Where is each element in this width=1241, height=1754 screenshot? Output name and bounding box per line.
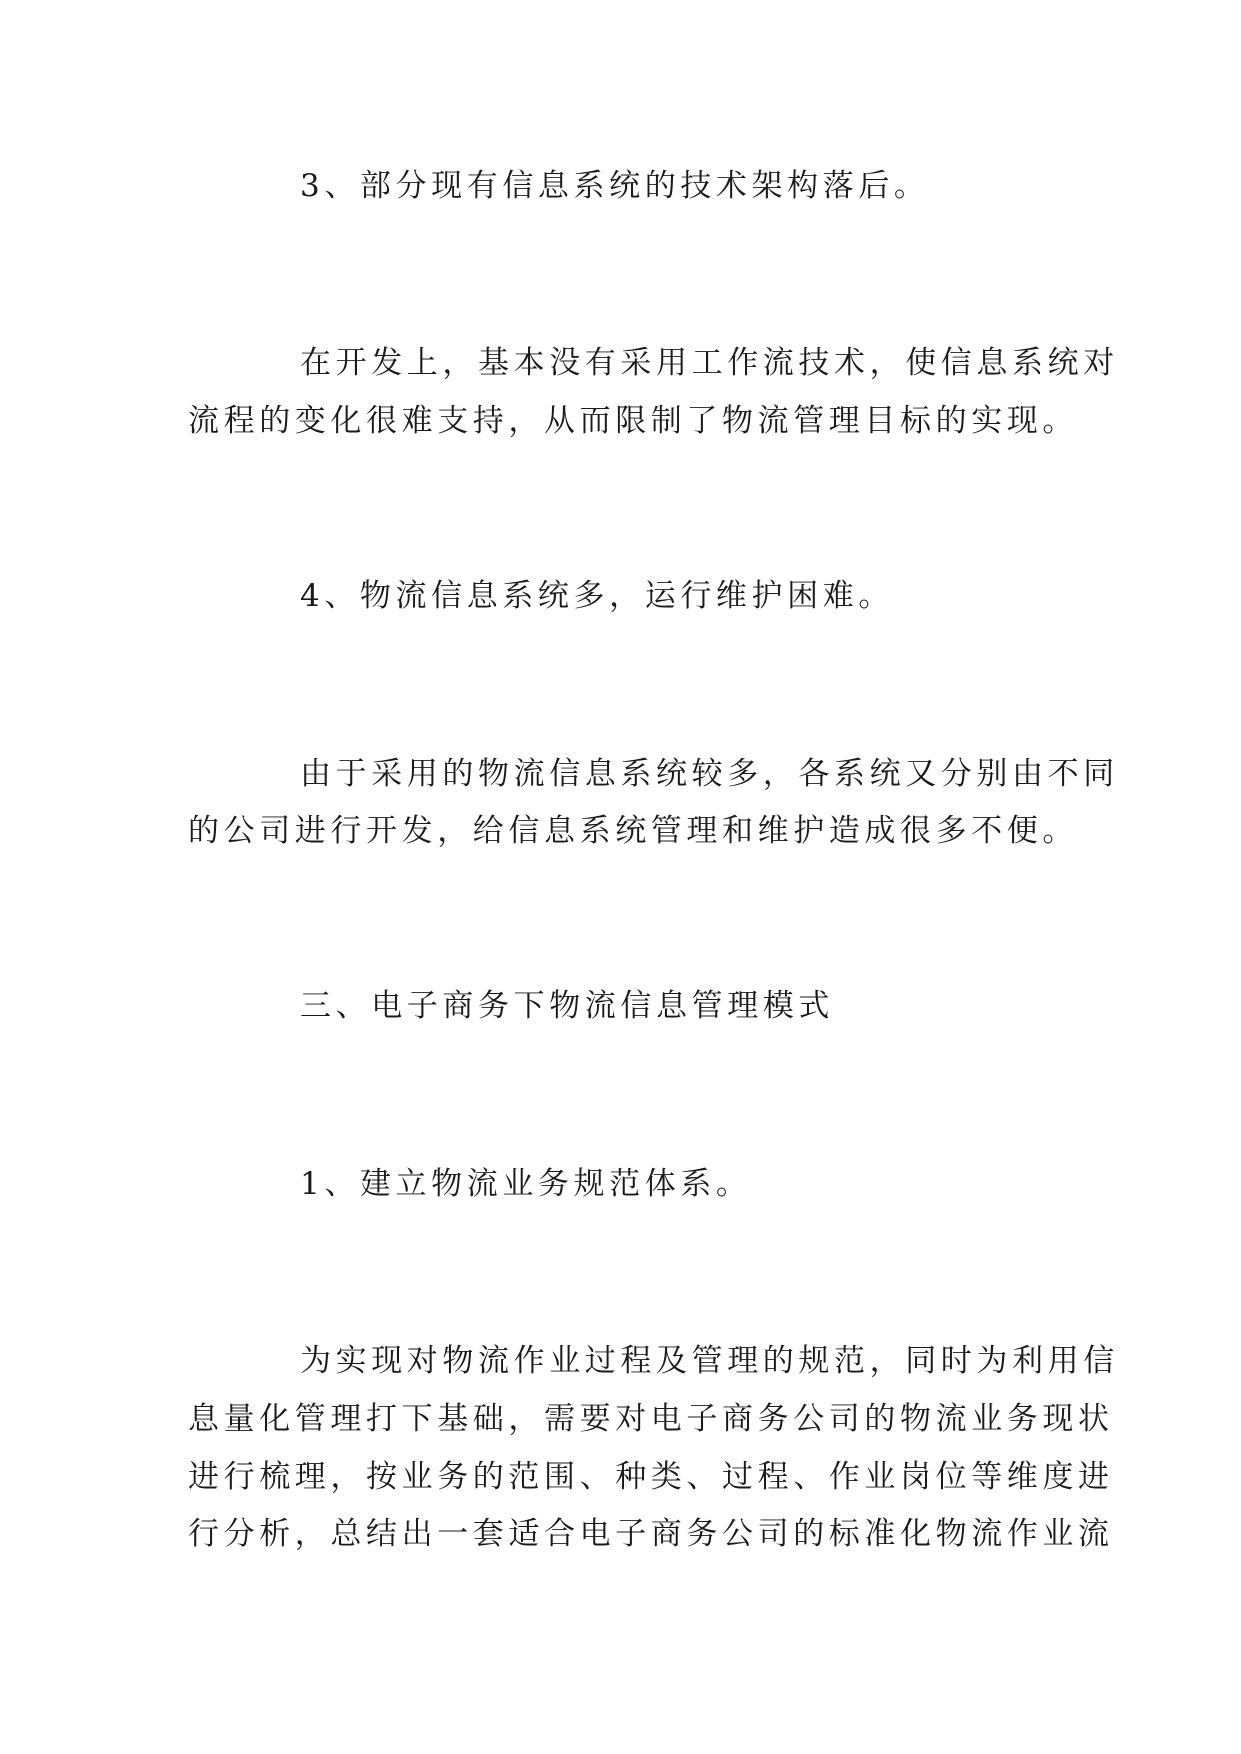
paragraph-line: 进行梳理，按业务的范围、种类、过程、作业岗位等维度进 — [188, 1459, 1114, 1495]
point-1-heading: 1、建立物流业务规范体系。 — [300, 1166, 752, 1202]
paragraph-line: 行分析，总结出一套适合电子商务公司的标准化物流作业流 — [188, 1516, 1114, 1552]
paragraph-line: 为实现对物流作业过程及管理的规范，同时为利用信 — [300, 1343, 1119, 1379]
point-4-heading: 4、物流信息系统多，运行维护困难。 — [300, 578, 894, 614]
point-3-heading: 3、部分现有信息系统的技术架构落后。 — [300, 168, 930, 204]
paragraph-line: 息量化管理打下基础，需要对电子商务公司的物流业务现状 — [188, 1401, 1114, 1437]
paragraph-line: 的公司进行开发，给信息系统管理和维护造成很多不便。 — [188, 813, 1078, 849]
paragraph-line: 流程的变化很难支持，从而限制了物流管理目标的实现。 — [188, 403, 1078, 439]
paragraph-line: 在开发上，基本没有采用工作流技术，使信息系统对 — [300, 345, 1119, 381]
paragraph-line: 由于采用的物流信息系统较多，各系统又分别由不同 — [300, 756, 1119, 792]
section-3-heading: 三、电子商务下物流信息管理模式 — [300, 988, 834, 1024]
